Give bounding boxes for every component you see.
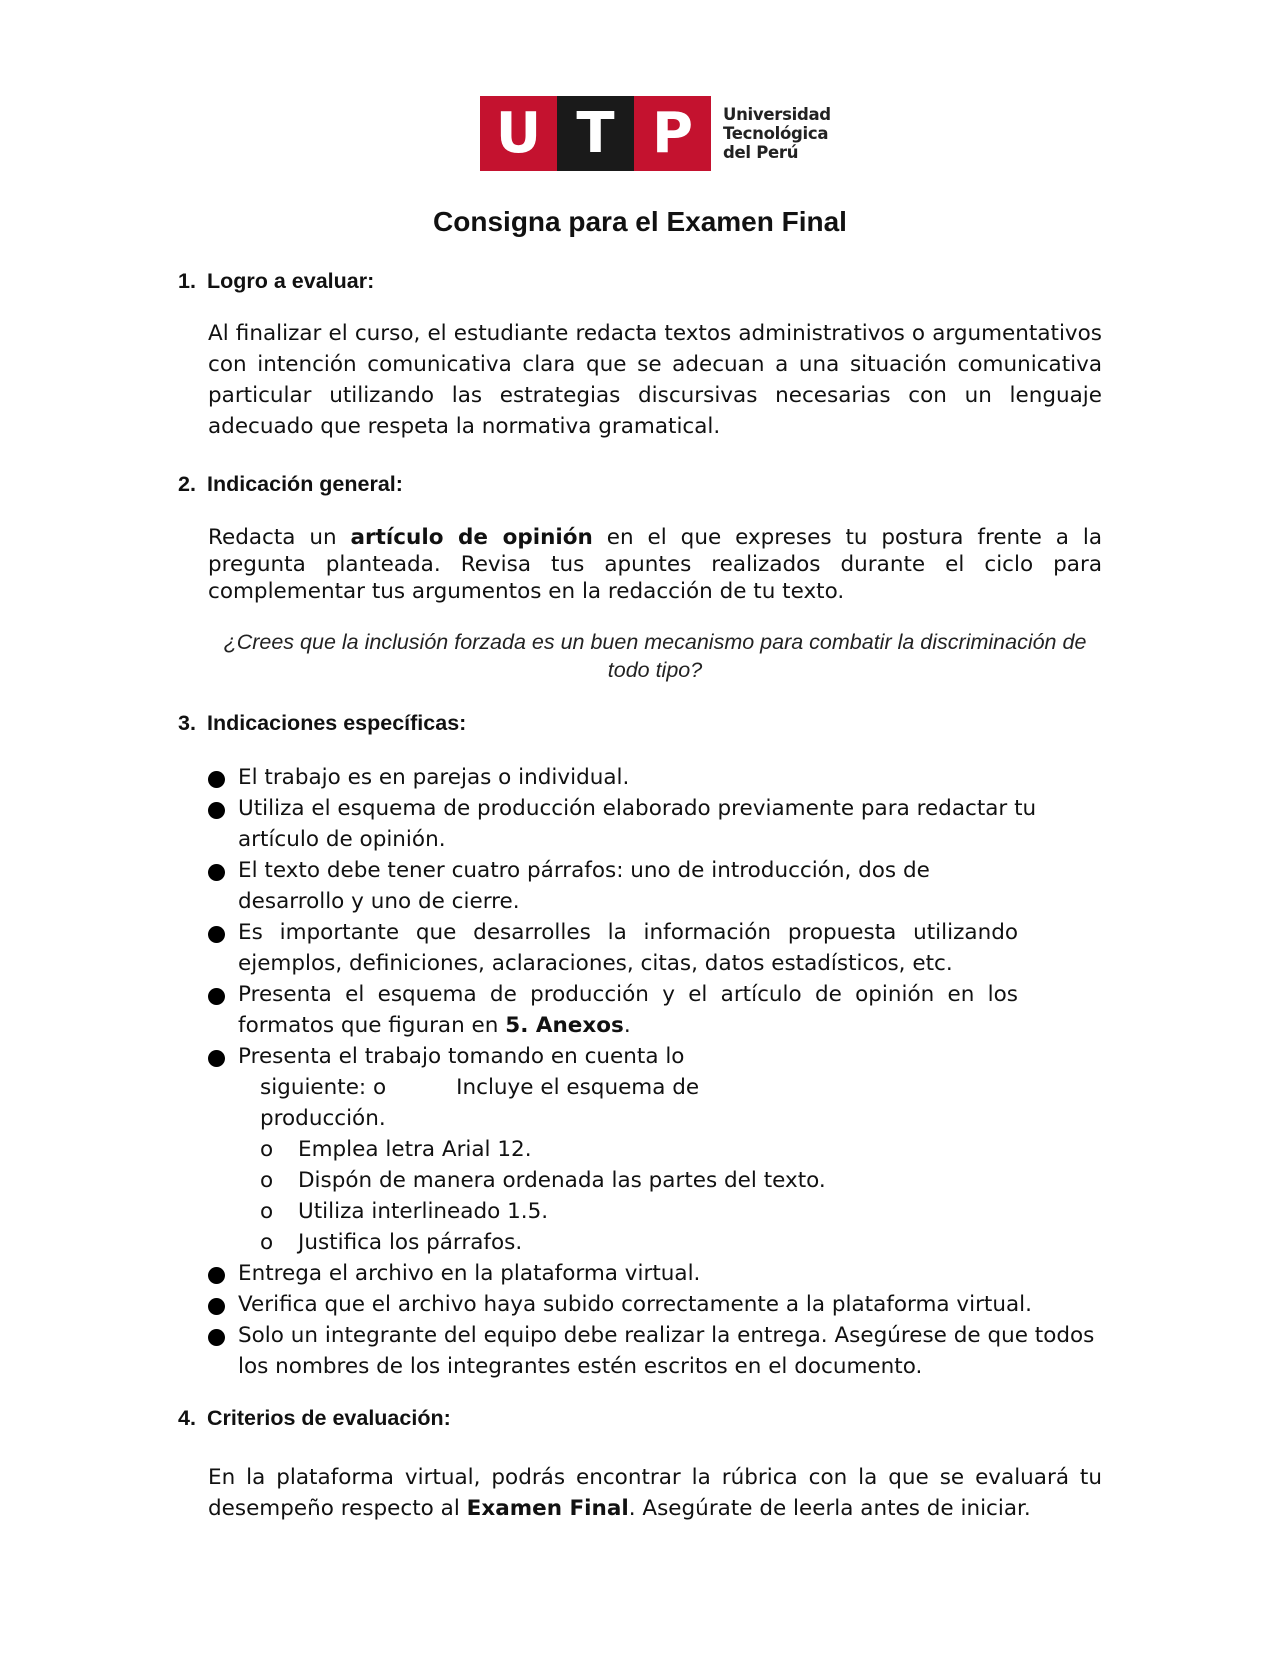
section-heading-text: Criterios de evaluación: (207, 1406, 451, 1430)
bullet-icon (208, 1050, 225, 1067)
utp-logo (480, 96, 831, 171)
sub-list-item (208, 1227, 1108, 1258)
list-item (208, 917, 1108, 979)
section-4-paragraph (208, 1462, 1102, 1524)
logo-university-name (723, 105, 831, 162)
bold-text: Examen Final (466, 1496, 629, 1521)
sub-bullet-marker: o (260, 1168, 274, 1193)
sub-list-item (208, 1165, 1108, 1196)
sub-list-item-text: Utiliza interlineado 1.5. (298, 1199, 549, 1224)
text-run: siguiente: o (260, 1075, 387, 1100)
bullet-icon (208, 1298, 225, 1315)
logo-letter-t: T (557, 96, 634, 171)
sub-list-item (208, 1134, 1108, 1165)
section-heading-4 (178, 1406, 451, 1431)
section-1-paragraph: Al finalizar el curso, el estudiante redacta textos administrativos o argumentativos con intención comunicativa clara que se adecuan a una situación comunicativa particular utilizando las estrategias discursivas necesarias con un lenguaje adecuado que respeta la normativa gramatical. (208, 321, 1102, 439)
list-item (208, 793, 1108, 855)
sub-bullet-marker: o (260, 1230, 274, 1255)
bold-text: 5. Anexos (505, 1013, 624, 1038)
list-item-text: Entrega el archivo en la plataforma virtual. (238, 1261, 701, 1286)
sub-bullet-marker: o (260, 1199, 274, 1224)
section-heading-text: Logro a evaluar: (207, 269, 375, 293)
section-heading-text: Indicaciones específicas: (207, 711, 467, 735)
section-heading-3 (178, 711, 466, 736)
section-heading-1 (178, 269, 374, 294)
logo-letter-p: P (634, 96, 711, 171)
bullet-icon (208, 771, 225, 788)
section-heading-2 (178, 472, 403, 497)
list-item-text: Presenta el esquema de producción y el artículo de opinión en los formatos que figuran en (238, 982, 1018, 1038)
text-run: . (623, 1013, 631, 1038)
list-item (208, 1320, 1108, 1382)
text-run: Redacta un (208, 525, 351, 550)
logo-name-line: Universidad (723, 105, 831, 124)
list-item-text: Solo un integrante del equipo debe realizar la entrega. Asegúrese de que todos los nombres de los integrantes estén escritos en el documento. (238, 1323, 1095, 1379)
list-item-text: Verifica que el archivo haya subido correctamente a la plataforma virtual. (238, 1292, 1032, 1317)
sub-list-item-text: Emplea letra Arial 12. (298, 1137, 532, 1162)
specific-instructions-list (208, 762, 1108, 1382)
list-item-text: El texto debe tener cuatro párrafos: uno de introducción, dos de desarrollo y uno de cierre. (238, 858, 930, 914)
list-item-text-line: producción. (260, 1106, 386, 1131)
section-number: 4. (178, 1406, 196, 1430)
bullet-icon (208, 988, 225, 1005)
text-run: . Asegúrate de leerla antes de iniciar. (628, 1496, 1031, 1521)
bullet-icon (208, 802, 225, 819)
section-number: 3. (178, 711, 196, 735)
sub-list-item-text: Dispón de manera ordenada las partes del texto. (298, 1168, 826, 1193)
list-item-text: Presenta el trabajo tomando en cuenta lo (238, 1044, 685, 1069)
section-2-paragraph (208, 524, 1102, 605)
logo-name-line: del Perú (723, 143, 799, 162)
list-item-text: Es importante que desarrolles la información propuesta utilizando ejemplos, definiciones, aclaraciones, citas, datos estadísticos, etc. (238, 920, 1018, 976)
bullet-icon (208, 1329, 225, 1346)
sub-bullet-marker: o (260, 1137, 274, 1162)
bullet-icon (208, 926, 225, 943)
guiding-question: ¿Crees que la inclusión forzada es un buen mecanismo para combatir la discriminación de todo tipo? (223, 630, 1087, 682)
section-number: 2. (178, 472, 196, 496)
document-title: Consigna para el Examen Final (433, 206, 847, 237)
section-heading-text: Indicación general: (207, 472, 403, 496)
sub-list-item (208, 1196, 1108, 1227)
bullet-icon (208, 1267, 225, 1284)
bullet-icon (208, 864, 225, 881)
section-number: 1. (178, 269, 196, 293)
bold-text: artículo de opinión (350, 525, 593, 550)
text-run: en el que expreses tu postura frente a la pregunta planteada. Revisa tus apuntes realizados durante el ciclo para complementar tus argumentos en la redacción de tu texto. (208, 525, 1102, 604)
list-item (208, 762, 1108, 793)
list-item-text: Utiliza el esquema de producción elaborado previamente para redactar tu artículo de opinión. (238, 796, 1037, 852)
text-run: En la plataforma virtual, podrás encontrar la rúbrica con la que se evaluará tu desempeño respecto al (208, 1465, 1102, 1521)
list-item (208, 855, 1108, 917)
list-item (208, 1041, 1108, 1134)
sub-list-item-text: Justifica los párrafos. (298, 1230, 523, 1255)
list-item (208, 1258, 1108, 1289)
text-run: Incluye el esquema de (456, 1075, 700, 1100)
list-item-text-line (238, 1072, 1108, 1103)
list-item (208, 1289, 1108, 1320)
logo-name-line: Tecnológica (723, 124, 829, 143)
list-item-text: El trabajo es en parejas o individual. (238, 765, 630, 790)
logo-letter-u: U (480, 96, 557, 171)
list-item (208, 979, 1108, 1041)
